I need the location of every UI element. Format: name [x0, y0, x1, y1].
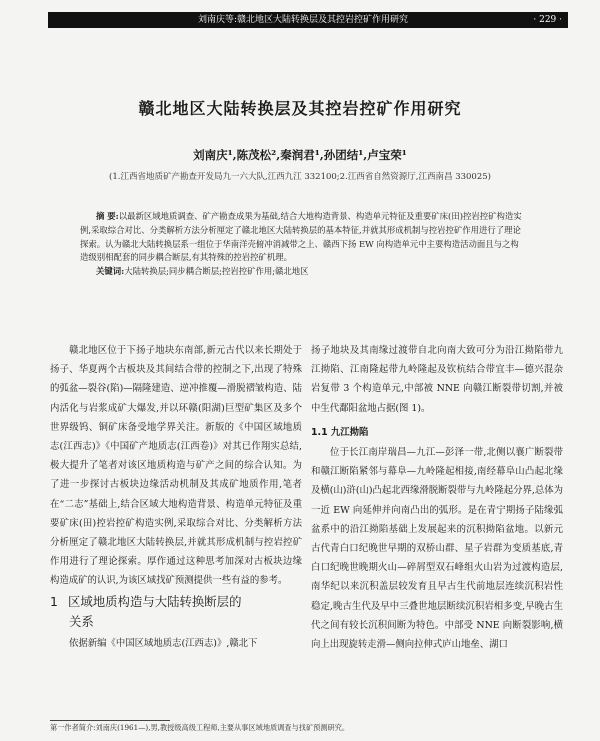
left-column — [50, 341, 302, 653]
abstract-block — [80, 210, 526, 279]
section-1-number: 1 — [50, 593, 58, 609]
keywords-label: 关键词: — [96, 266, 125, 277]
subsection-1-1-heading: 1.1 九江拗陷 — [311, 426, 369, 438]
keywords-paragraph — [80, 265, 526, 279]
abstract-text: 以最新区域地质调查、矿产勘查成果为基础,结合大地构造背景、构造单元特征及重要矿床(田)控岩控矿构造实例,采取综合对比、分类解析方法分析厘定了赣北地区大陆转换层的基本特征,并就其形成机制与控岩控矿作用进行了理论探索。认为赣北大陆转换层系一组位于华南洋壳俯冲消减带之上、赣西下扬 EW 向构造单元中主要构造活动面且与之构造级别相配套的同步耦合断层,有其特殊的控岩控矿机理。 — [80, 211, 522, 263]
abstract-label: 摘 要: — [96, 211, 119, 221]
section-1-title-line2: 关系 — [69, 613, 94, 629]
section-1-paragraph: 依据新编《中国区域地质志(江西志)》,赣北下 — [69, 637, 258, 649]
keywords-text: 大陆转换层;同步耦合断层;控岩控矿作用;赣北地区 — [124, 266, 309, 277]
paper-title: 赣北地区大陆转换层及其控岩控矿作用研究 — [138, 99, 462, 118]
section-1-heading — [50, 592, 302, 632]
author-list: 刘南庆¹,陈茂松²,秦润君¹,孙团结¹,卢宝荣¹ — [193, 148, 407, 162]
subsection-1-1-paragraph: 位于长江南岸瑞昌—九江—彭泽一带,北侧以襄广断裂带和赣江断陷紧邻与幕阜—九岭隆起相接,南经幕阜山凸起北缘及横(山)浒(山)凸起北西缘滑脱断裂带与九岭隆起分界,总体为一近 EW 向延伸并向南凸出的弧形。是在青宁期扬子陆缘弧盆系中的沿江拗陷基础上发展起来的沉积拗陷盆地。以新元古代青白口纪晚世早期的双桥山群、星子岩群为变质基底,青白口纪晚世晚期火山—碎屑型双石峰组火山岩为过渡构造层,南华纪以来沉积盖层较发育且早古生代前地层连续沉积岩性稳定,晚古生代及早中三叠世地层断续沉积岩相多变,早晚古生代之间有较长沉积间断为特色。中部受 NNE 向断裂影响,横向上出现旋转走滑—侧向拉伸式庐山地垒、湖口 — [311, 447, 563, 651]
affiliation: (1.江西省地质矿产勘查开发局九一六大队,江西九江 332100;2.江西省自然资源厅,江西南昌 330025) — [109, 172, 491, 182]
footnote-divider — [50, 720, 170, 721]
right-column — [311, 341, 563, 654]
footnote: 第一作者简介:刘南庆(1961—),男,教授级高级工程师,主要从事区域地质调查与找矿预测研究。 — [50, 723, 350, 732]
continued-paragraph: 扬子地块及其南缘过渡带自北向南大致可分为沿江拗陷带九江拗陷、江南隆起带九岭隆起及钦杭结合带宜丰—德兴混杂岩复带 3 个构造单元,中部被 NNE 向赣江断裂带切割,并被中生代鄱阳盆地占据(图 1)。 — [311, 345, 563, 414]
intro-paragraph: 赣北地区位于下扬子地块东南部,新元古代以来长期处于扬子、华夏两个古板块及其间结合带的控制之下,出现了特殊的弧盆—裂谷(陷)—隔隆建造、逆冲推覆—滑脱褶皱构造、陆内活化与岩浆成矿大爆发,并以环赣(阳湖)巨型矿集区及多个世界级钨、铜矿床备受地学界关注。新版的《中国区域地质志(江西志)》《中国矿产地质志(江西卷)》对其已作翔实总结,极大提升了笔者对该区地质构造与矿产之间的综合认知。为了进一步探讨古板块边缘活动机制及其成矿地质作用,笔者在“二志”基础上,结合区域大地构造背景、构造单元特征及重要矿床(田)控岩控矿构造实例,采取综合对比、分类解析方法分析厘定了赣北地区大陆转换层,并就其形成机制与控岩控矿作用进行了理论探索。厚作通过这种思考加深对古板块边缘构造成矿的认识,为该区域找矿预测提供一些有益的参考。 — [50, 345, 302, 587]
running-header — [48, 12, 568, 28]
abstract-paragraph — [80, 210, 526, 265]
running-header-title: 刘南庆等:赣北地区大陆转换层及其控岩控矿作用研究 — [198, 15, 409, 25]
section-1-title-line1: 区域地质构造与大陆转换断层的 — [68, 593, 242, 609]
page-number: · 229 · — [533, 15, 562, 25]
